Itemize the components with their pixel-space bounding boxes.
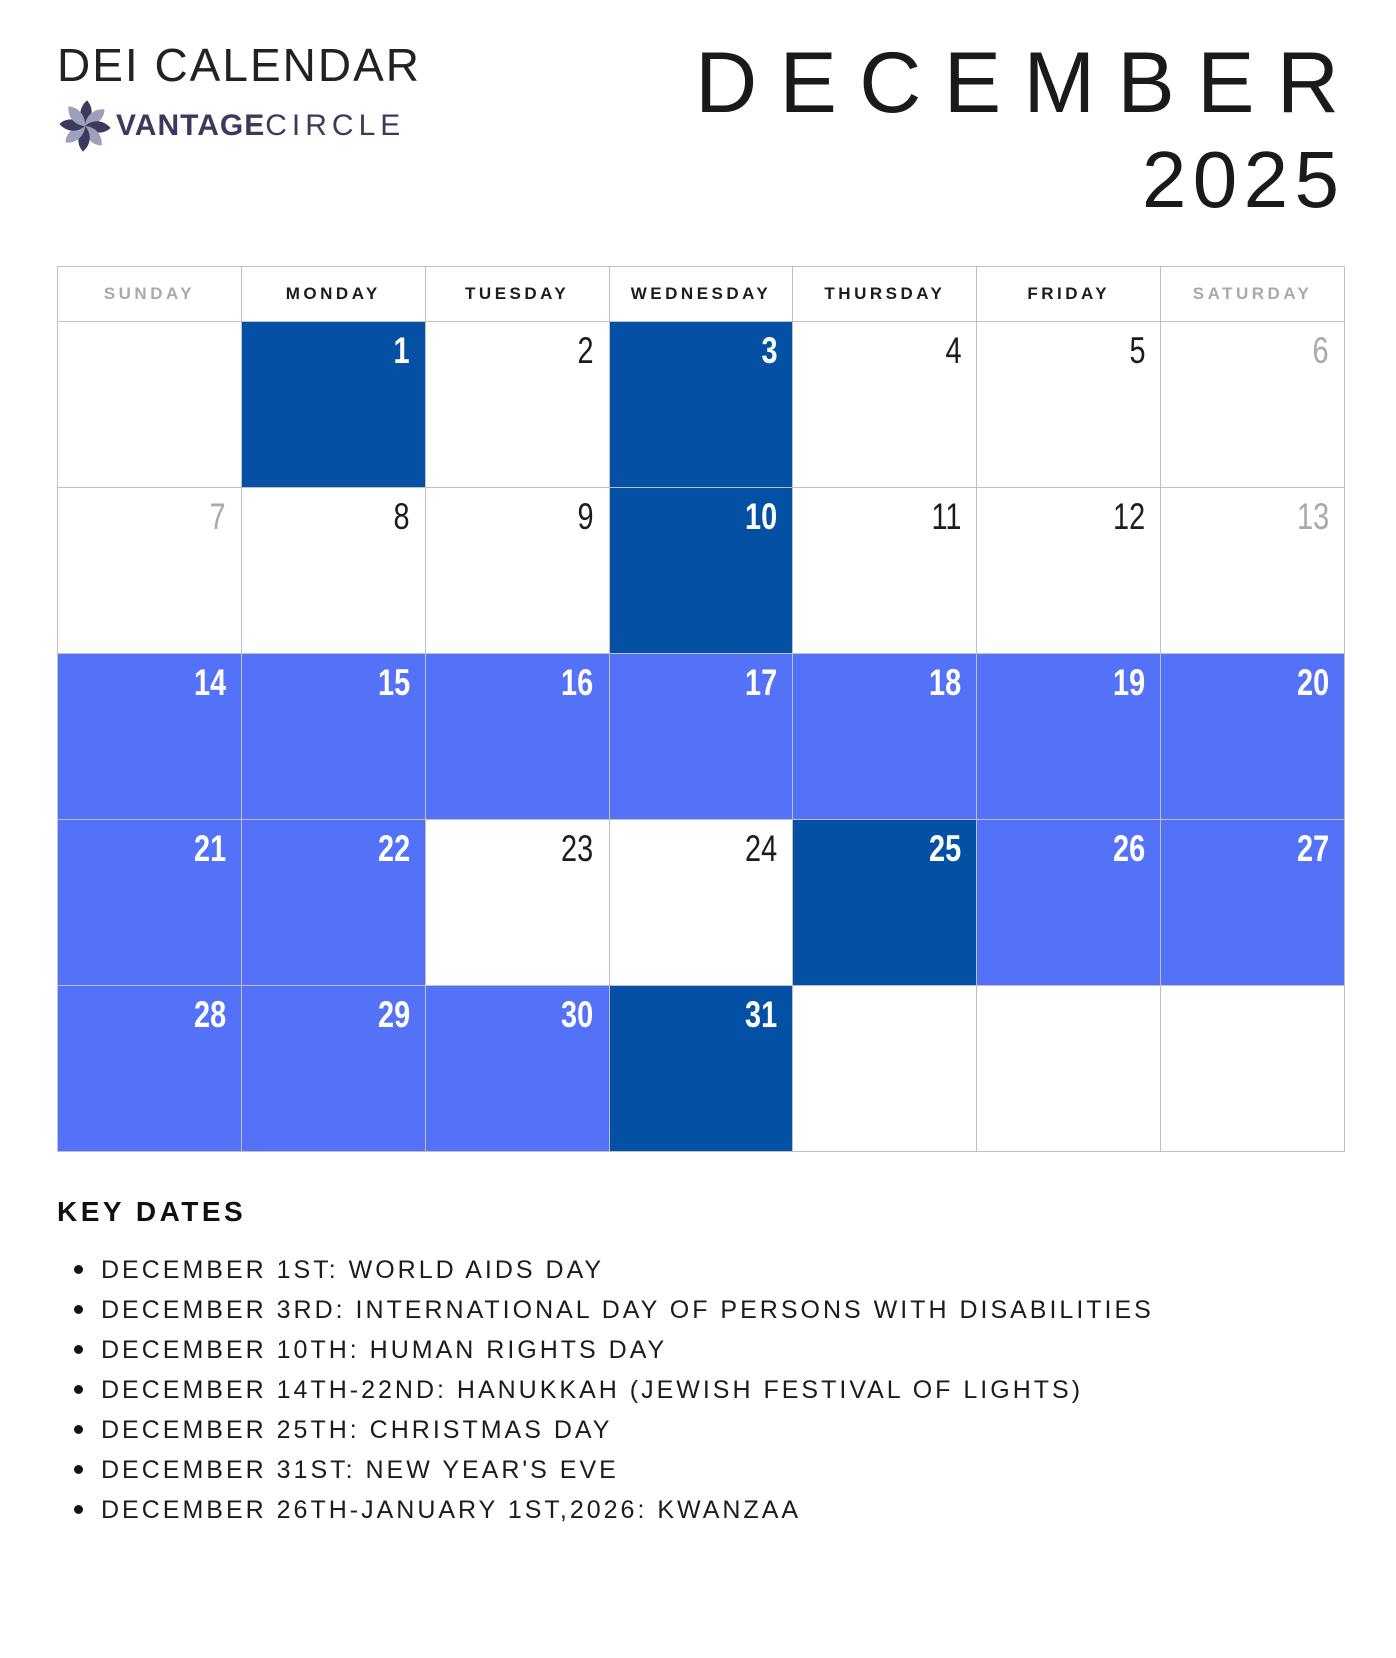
brand-block — [57, 40, 421, 157]
day-number: 12 — [1113, 496, 1146, 537]
day-number: 13 — [1296, 496, 1329, 537]
day-number: 3 — [761, 330, 778, 371]
key-date-item: DECEMBER 3RD: INTERNATIONAL DAY OF PERSONS WITH DISABILITIES — [57, 1290, 1307, 1330]
day-cell-5 — [977, 322, 1161, 488]
day-number: 6 — [1312, 330, 1329, 371]
day-cell-28 — [58, 986, 242, 1152]
key-date-item: DECEMBER 1ST: WORLD AIDS DAY — [57, 1250, 1307, 1290]
day-number: 15 — [377, 662, 410, 703]
day-number: 24 — [745, 828, 778, 869]
day-cell-13 — [1161, 488, 1345, 654]
day-number: 30 — [561, 994, 594, 1035]
logo-wordmark — [116, 108, 406, 142]
day-cell-26 — [977, 820, 1161, 986]
key-dates-list — [57, 1250, 1307, 1530]
day-cell-14 — [58, 654, 242, 820]
weekday-header-sunday: SUNDAY — [58, 267, 242, 322]
day-number: 5 — [1129, 330, 1146, 371]
day-cell-empty — [58, 322, 242, 488]
day-cell-8 — [242, 488, 426, 654]
day-cell-empty — [977, 986, 1161, 1152]
day-cell-27 — [1161, 820, 1345, 986]
day-number: 2 — [577, 330, 594, 371]
weekday-header-tuesday: TUESDAY — [426, 267, 610, 322]
key-date-item: DECEMBER 31ST: NEW YEAR'S EVE — [57, 1450, 1307, 1490]
month-title: DECEMBER — [695, 35, 1362, 131]
key-date-item: DECEMBER 10TH: HUMAN RIGHTS DAY — [57, 1330, 1307, 1370]
day-cell-20 — [1161, 654, 1345, 820]
day-cell-24 — [610, 820, 794, 986]
day-number: 27 — [1296, 828, 1329, 869]
day-number: 25 — [929, 828, 962, 869]
key-dates-section — [57, 1196, 1339, 1530]
key-date-item: DECEMBER 25TH: CHRISTMAS DAY — [57, 1410, 1307, 1450]
day-cell-7 — [58, 488, 242, 654]
day-number: 18 — [929, 662, 962, 703]
day-number: 8 — [393, 496, 410, 537]
day-cell-empty — [1161, 986, 1345, 1152]
day-number: 20 — [1296, 662, 1329, 703]
day-number: 29 — [377, 994, 410, 1035]
day-cell-12 — [977, 488, 1161, 654]
day-cell-6 — [1161, 322, 1345, 488]
day-cell-1 — [242, 322, 426, 488]
day-number: 1 — [393, 330, 410, 371]
day-number: 23 — [561, 828, 594, 869]
day-number: 26 — [1113, 828, 1146, 869]
day-cell-15 — [242, 654, 426, 820]
day-cell-23 — [426, 820, 610, 986]
weekday-header-wednesday: WEDNESDAY — [610, 267, 794, 322]
day-cell-29 — [242, 986, 426, 1152]
day-number: 22 — [377, 828, 410, 869]
day-cell-9 — [426, 488, 610, 654]
day-cell-17 — [610, 654, 794, 820]
key-date-item: DECEMBER 14TH-22ND: HANUKKAH (JEWISH FESTIVAL OF LIGHTS) — [57, 1370, 1307, 1410]
logo-word-vantage: VANTAGE — [116, 108, 266, 142]
logo-word-circle: CIRCLE — [265, 108, 406, 142]
day-number: 9 — [577, 496, 594, 537]
key-dates-heading: KEY DATES — [57, 1196, 247, 1227]
vantage-circle-logo — [57, 95, 421, 157]
day-number: 4 — [945, 330, 962, 371]
pinwheel-star-icon — [57, 95, 113, 157]
day-cell-3 — [610, 322, 794, 488]
day-cell-30 — [426, 986, 610, 1152]
day-cell-31 — [610, 986, 794, 1152]
day-cell-16 — [426, 654, 610, 820]
day-number: 14 — [193, 662, 226, 703]
key-date-item: DECEMBER 26TH-JANUARY 1ST,2026: KWANZAA — [57, 1490, 1307, 1530]
day-cell-empty — [793, 986, 977, 1152]
day-number: 16 — [561, 662, 594, 703]
day-number: 31 — [745, 994, 778, 1035]
year-title: 2025 — [1141, 135, 1346, 224]
month-year-title — [695, 35, 1362, 224]
day-cell-18 — [793, 654, 977, 820]
day-cell-21 — [58, 820, 242, 986]
day-cell-2 — [426, 322, 610, 488]
weekday-header-friday: FRIDAY — [977, 267, 1161, 322]
day-cell-22 — [242, 820, 426, 986]
day-cell-19 — [977, 654, 1161, 820]
day-cell-25 — [793, 820, 977, 986]
brand-title: DEI CALENDAR — [57, 39, 421, 91]
weekday-header-saturday: SATURDAY — [1161, 267, 1345, 322]
day-cell-4 — [793, 322, 977, 488]
weekday-header-monday: MONDAY — [242, 267, 426, 322]
day-cell-11 — [793, 488, 977, 654]
day-number: 21 — [193, 828, 226, 869]
day-number: 7 — [209, 496, 226, 537]
day-number: 11 — [931, 496, 962, 537]
calendar-grid — [57, 266, 1345, 1152]
page-header — [0, 0, 1396, 224]
day-number: 17 — [745, 662, 778, 703]
day-number: 19 — [1113, 662, 1146, 703]
day-cell-10 — [610, 488, 794, 654]
day-number: 10 — [745, 496, 778, 537]
day-number: 28 — [193, 994, 226, 1035]
weekday-header-thursday: THURSDAY — [793, 267, 977, 322]
